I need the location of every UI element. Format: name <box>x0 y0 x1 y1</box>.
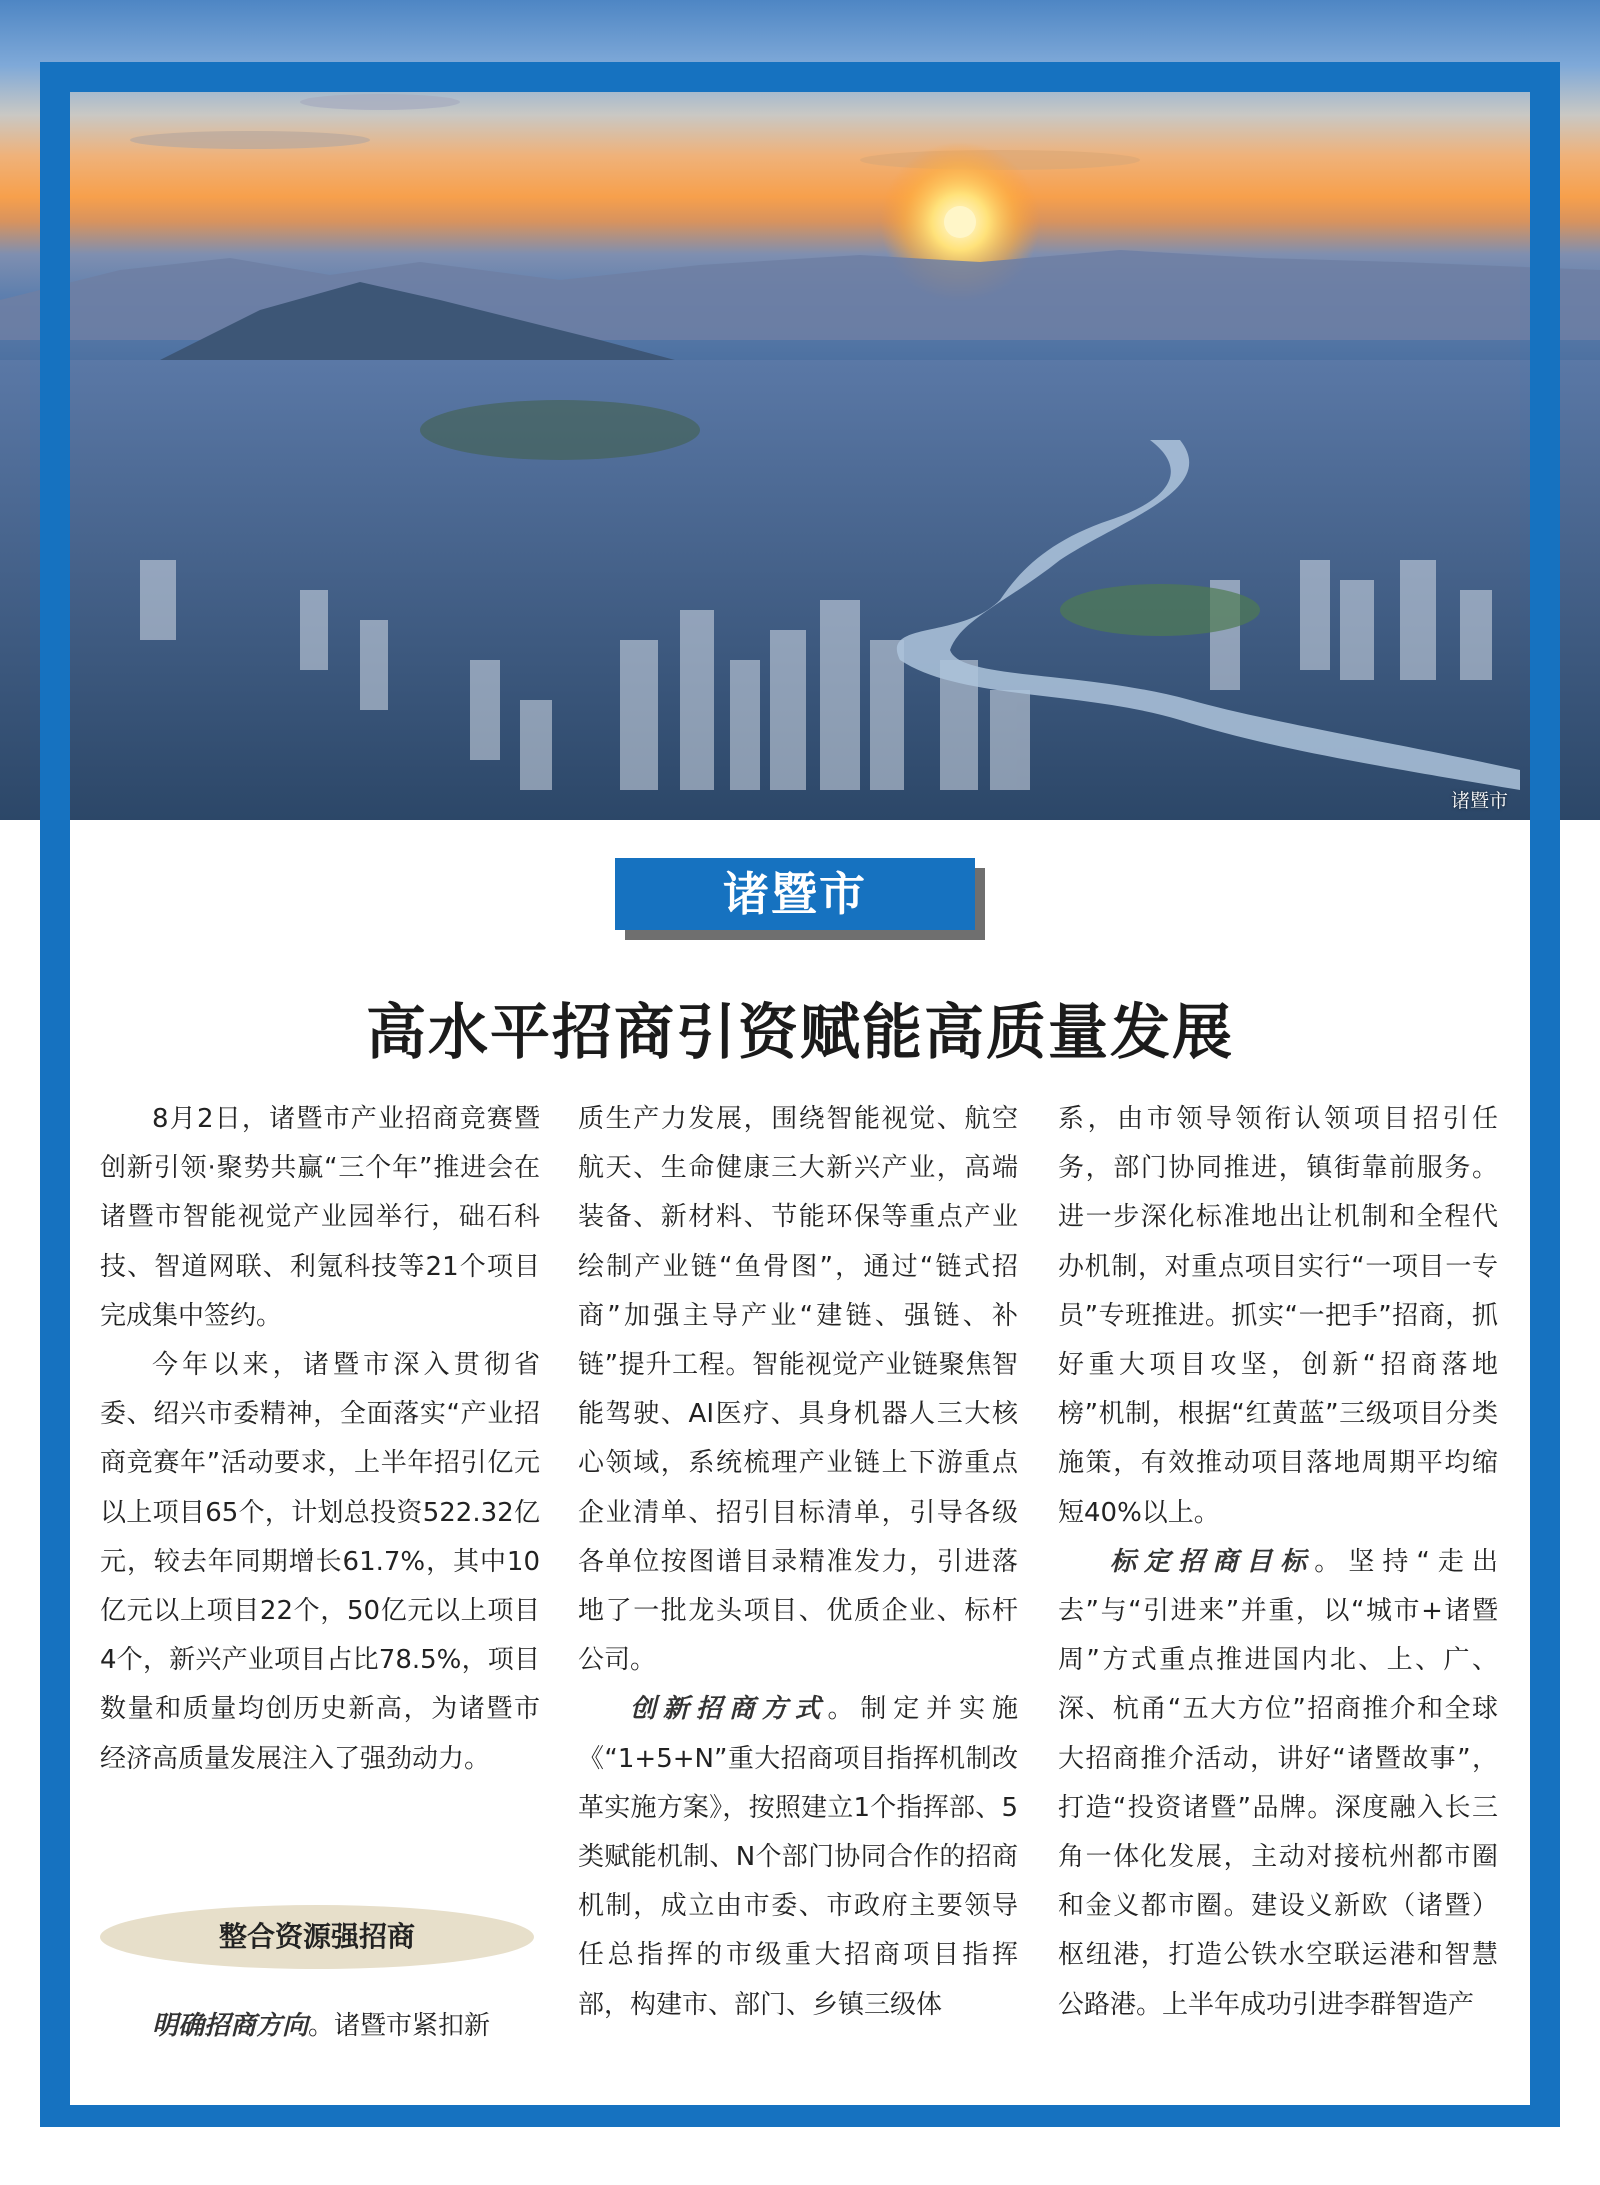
paragraph: 今年以来，诸暨市深入贯彻省委、绍兴市委精神，全面落实“产业招商竞赛年”活动要求，上半年招引亿元以上项目65个，计划总投资522.32亿元，较去年同期增长61.7%，其中10亿元以上项目22个，50亿元以上项目4个，新兴产业项目占比78.5%，项目数量和质量均创历史新高，为诸暨市经济高质量发展注入了强劲动力。 <box>100 1350 540 1774</box>
paragraph <box>578 1685 1018 2029</box>
paragraph-lead: 标定招商目标 <box>1110 1546 1315 1577</box>
subheading: 整合资源强招商 <box>100 1905 534 1969</box>
paragraph: 系，由市领导领衔认领项目招引任务，部门协同推进，镇街靠前服务。进一步深化标准地出让机制和全程代办机制，对重点项目实行“一项目一专员”专班推进。抓实“一把手”招商，抓好重大项目攻坚，创新“招商落地榜”机制，根据“红黄蓝”三级项目分类施策，有效推动项目落地周期平均缩短40%以上。 <box>1058 1104 1498 1528</box>
paragraph: 8月2日，诸暨市产业招商竞赛暨创新引领·聚势共赢“三个年”推进会在诸暨市智能视觉产业园举行，础石科技、智道网联、利氪科技等21个项目完成集中签约。 <box>100 1104 540 1331</box>
article-column-2 <box>578 1095 1018 2030</box>
article-column-1-bottom <box>100 2002 540 2051</box>
paragraph <box>100 2002 540 2051</box>
paragraph-text: 。坚持“走出去”与“引进来”并重，以“城市+诸暨周”方式重点推进国内北、上、广、深、杭甬“五大方位”招商推介和全球大招商推介活动，讲好“诸暨故事”，打造“投资诸暨”品牌。深度融入长三角一体化发展，主动对接杭州都市圈和金义都市圈。建设义新欧（诸暨）枢纽港，打造公铁水空联运港和智慧公路港。上半年成功引进李群智造产 <box>1058 1546 1498 2020</box>
paragraph-text: 。制定并实施《“1+5+N”重大招商项目指挥机制改革实施方案》，按照建立1个指挥部、5类赋能机制、N个部门协同合作的招商机制，成立由市委、市政府主要领导任总指挥的市级重大招商项目指挥部，构建市、部门、乡镇三级体 <box>578 1694 1018 2020</box>
headline: 高水平招商引资赋能高质量发展 <box>366 998 1234 1068</box>
paragraph-lead: 创新招商方式 <box>630 1694 828 1725</box>
article-column-3 <box>1058 1095 1498 2030</box>
paragraph <box>1058 1538 1498 2030</box>
paragraph-text: 。诸暨市紧扣新 <box>308 2011 491 2041</box>
photo-credit: 诸暨市 <box>1450 790 1508 812</box>
paragraph: 质生产力发展，围绕智能视觉、航空航天、生命健康三大新兴产业，高端装备、新材料、节能环保等重点产业绘制产业链“鱼骨图”，通过“链式招商”加强主导产业“建链、强链、补链”提升工程。智能视觉产业链聚焦智能驾驶、AI医疗、具身机器人三大核心领域，系统梳理产业链上下游重点企业清单、招引目标清单，引导各级各单位按图谱目录精准发力，引进落地了一批龙头项目、优质企业、标杆公司。 <box>578 1104 1018 1676</box>
section-label: 诸暨市 <box>615 858 975 930</box>
article-column-1 <box>100 1095 540 1784</box>
paragraph-lead: 明确招商方向 <box>152 2011 309 2041</box>
